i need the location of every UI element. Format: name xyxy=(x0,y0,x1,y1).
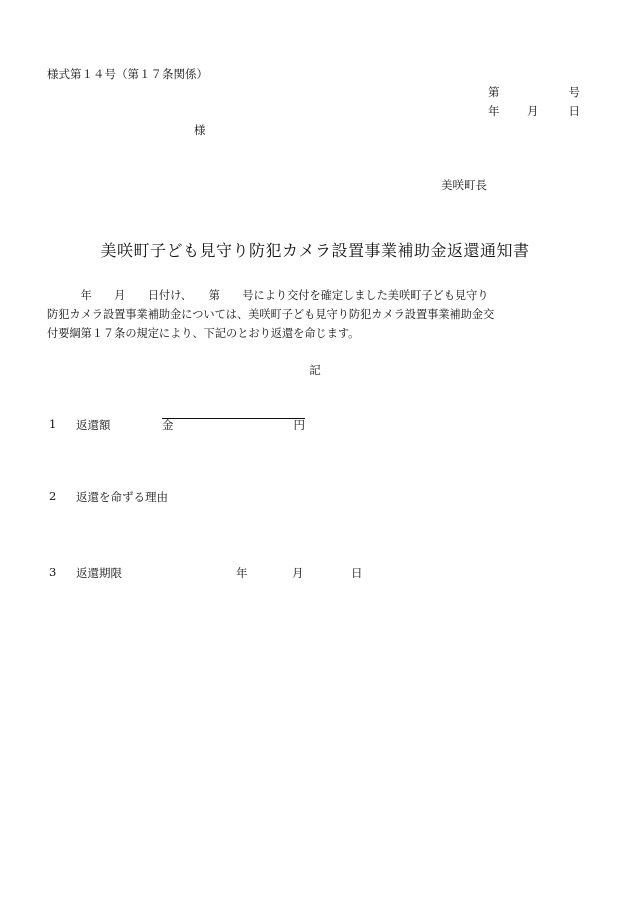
item-number: 1 xyxy=(49,417,57,431)
issue-number-prefix: 第 xyxy=(488,85,500,99)
item-label: 返還期限 xyxy=(76,566,122,580)
item-number: 3 xyxy=(49,565,57,579)
amount-suffix: 円 xyxy=(293,418,305,432)
document-title: 美咲町子ども見守り防犯カメラ設置事業補助金返還通知書 xyxy=(100,241,530,260)
deadline-year: 年 xyxy=(236,566,248,580)
form-number: 様式第１４号（第１７条関係） xyxy=(47,67,208,81)
issue-date-month: 月 xyxy=(527,104,539,118)
issuer-name: 美咲町長 xyxy=(441,178,487,192)
item-label: 返還を命ずる理由 xyxy=(76,490,168,504)
amount-prefix: 金 xyxy=(162,418,174,432)
body-text-line-2: 防犯カメラ設置事業補助金については、美咲町子ども見守り防犯カメラ設置事業補助金交 xyxy=(47,308,495,321)
item-number: 2 xyxy=(49,489,57,503)
recipient-suffix: 様 xyxy=(194,123,206,137)
body-text-line-1: 年 月 日付け、 第 号により交付を確定しました美咲町子ども見守り xyxy=(47,289,489,302)
ki-heading: 記 xyxy=(309,363,321,377)
deadline-day: 日 xyxy=(351,566,363,580)
deadline-month: 月 xyxy=(292,566,304,580)
amount-field xyxy=(162,417,305,432)
item-label: 返還額 xyxy=(76,418,111,432)
issue-date-day: 日 xyxy=(568,104,580,118)
body-text-line-3: 付要綱第１７条の規定により、下記のとおり返還を命じます。 xyxy=(47,327,360,340)
issue-number-suffix: 号 xyxy=(568,85,580,99)
issue-date-year: 年 xyxy=(488,104,500,118)
